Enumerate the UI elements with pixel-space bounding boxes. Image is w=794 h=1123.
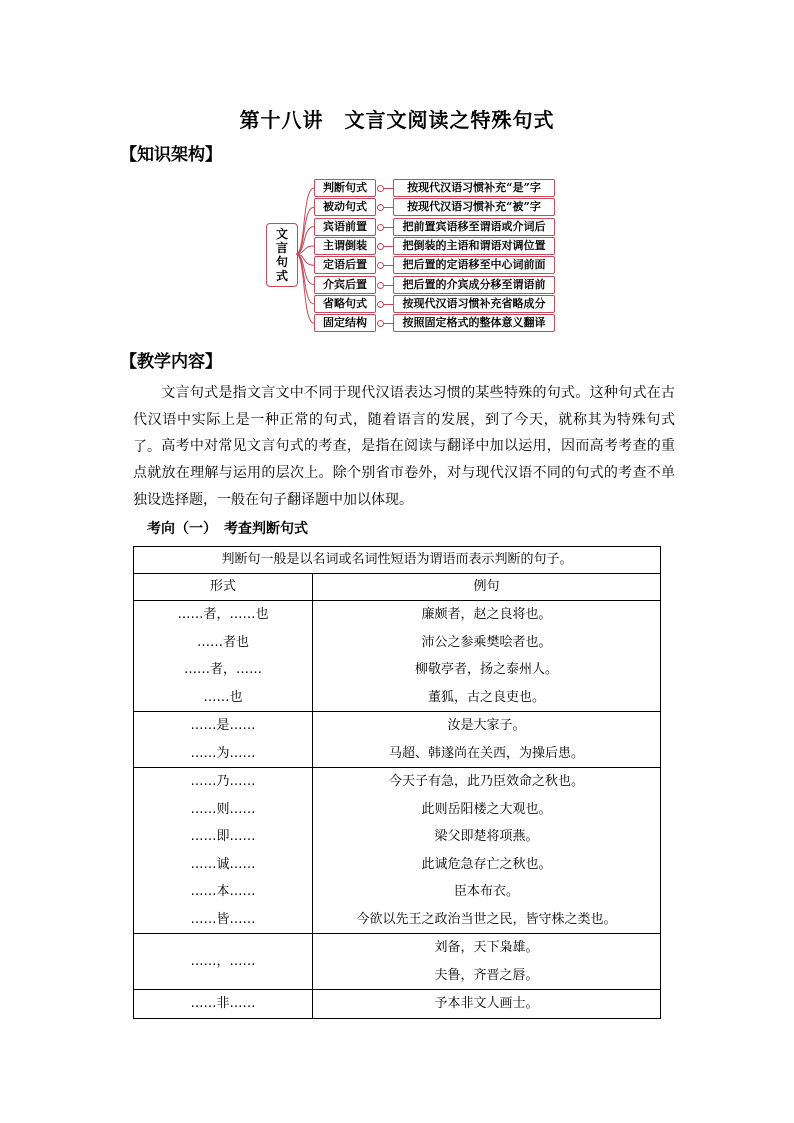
form-text: ……非……	[190, 996, 256, 1011]
form-cell	[134, 768, 313, 934]
form-cell	[134, 712, 313, 768]
mindmap-category: 定语后置	[314, 256, 376, 274]
header-form: 形式	[134, 574, 313, 601]
mindmap-connector-dot	[377, 204, 384, 211]
page-title: 第十八讲 文言文阅读之特殊句式	[239, 108, 555, 132]
mindmap-connector-line	[384, 246, 393, 247]
form-cell	[134, 601, 313, 712]
judgment-sentence-table	[133, 546, 661, 1019]
mindmap-branch-curve	[296, 254, 314, 285]
mindmap-branch-curve	[296, 188, 314, 254]
mindmap-bracket	[296, 175, 316, 337]
mindmap-category: 介宾后置	[314, 276, 376, 294]
teaching-heading: 【教学内容】	[120, 352, 222, 372]
form-text: ……乃……	[190, 774, 256, 789]
mindmap-root	[266, 223, 298, 287]
example-text: 汝是大家子。	[447, 718, 526, 733]
example-text: 廉颇者，赵之良将也。	[421, 607, 552, 622]
example-text: 沛公之参乘樊哙者也。	[421, 634, 552, 650]
header-example: 例句	[313, 574, 661, 601]
form-cell	[134, 990, 313, 1019]
mindmap-connector-line	[384, 265, 393, 266]
mindmap-connector-dot	[377, 282, 384, 289]
mindmap-connector-line	[384, 188, 393, 189]
mindmap-root-char: 句	[275, 255, 288, 269]
form-text: ……也	[203, 689, 243, 705]
example-cell	[313, 990, 661, 1019]
mindmap-branch-curve	[296, 254, 314, 323]
mindmap-root-char: 文	[275, 227, 288, 241]
example-text: 夫鲁，齐晋之唇。	[434, 967, 539, 983]
mindmap-rule: 把后置的定语移至中心词前面	[393, 256, 555, 274]
mindmap-rule: 按现代汉语习惯补充“是”字	[393, 179, 555, 197]
mindmap-category: 判断句式	[314, 179, 376, 197]
form-text: ……者，……	[183, 662, 262, 677]
example-text: 梁父即楚将项燕。	[434, 829, 539, 844]
table-header-row	[134, 574, 661, 601]
mindmap-connector-line	[384, 227, 393, 228]
table-group-row	[134, 934, 661, 990]
paragraph-text: 高考中对常见文言句式的考查，是指在阅读与翻译中加以运用，因而高考考查的重点就放在理解与运用的层次上。除个别省市卷外，对与现代汉语不同的句式的考查不单独设选择题，一般在句子翻译题中加以体现。	[133, 438, 675, 508]
mindmap-connector-dot	[377, 320, 384, 327]
mindmap-category: 固定结构	[314, 314, 376, 332]
mindmap-connector-dot	[377, 243, 384, 250]
mindmap-connector-line	[384, 207, 393, 208]
mindmap-rule: 按照固定格式的整体意义翻译	[393, 314, 555, 332]
form-cell	[134, 934, 313, 990]
mindmap-rule: 按现代汉语习惯补充省略成分	[393, 295, 555, 313]
mindmap-connector-line	[384, 323, 393, 324]
mindmap-connector-dot	[377, 185, 384, 192]
example-text: 臣本布衣。	[453, 884, 519, 899]
form-text: ……者，……也	[177, 607, 269, 622]
mindmap-connector-dot	[377, 301, 384, 308]
form-text: ……皆……	[190, 911, 256, 927]
table-caption: 判断句一般是以名词或名词性短语为谓语而表示判断的句子。	[134, 547, 661, 574]
example-text: 刘备，天下枭雄。	[434, 940, 539, 955]
mindmap-connector-dot	[377, 262, 384, 269]
form-text: ……则……	[190, 801, 256, 817]
mindmap-category: 省略句式	[314, 295, 376, 313]
paragraph-exam	[133, 433, 675, 514]
example-text: 此诚危急存亡之秋也。	[421, 856, 552, 872]
knowledge-heading: 【知识架构】	[120, 145, 222, 165]
mindmap-category: 主谓倒装	[314, 237, 376, 255]
example-cell	[313, 934, 661, 990]
example-text: 柳敬亭者，扬之泰州人。	[414, 662, 558, 677]
table-group-row	[134, 990, 661, 1019]
mindmap-connector-line	[384, 304, 393, 305]
example-text: 今欲以先王之政治当世之民，皆守株之类也。	[356, 911, 617, 927]
table-group-row	[134, 712, 661, 768]
mindmap-root-char: 式	[275, 269, 288, 283]
form-text: ……诚……	[190, 856, 256, 872]
form-text: ……本……	[190, 884, 256, 899]
form-text: ……为……	[190, 745, 256, 761]
mindmap-rule: 把后置的介宾成分移至谓语前	[393, 276, 555, 294]
mindmap-connector-line	[384, 285, 393, 286]
mindmap-category: 被动句式	[314, 198, 376, 216]
mindmap-connector-dot	[377, 224, 384, 231]
mindmap-rule: 把倒装的主语和谓语对调位置	[393, 237, 555, 255]
paragraph-text: 文言句式是指文言文中不同于现代汉语表达习惯的某些特殊的句式。这种句式在古代汉语中实际上是一种正常的句式，随着语言的发展，到了今天，就称其为特殊句式了。	[133, 385, 675, 455]
example-text: 马超、韩遂尚在关西，为操后患。	[388, 745, 584, 761]
table-group-row	[134, 601, 661, 712]
mindmap-category: 宾语前置	[314, 218, 376, 236]
example-text: 予本非文人画士。	[434, 996, 539, 1011]
example-cell	[313, 712, 661, 768]
table-group-row	[134, 768, 661, 934]
example-cell	[313, 768, 661, 934]
example-text: 今天子有急，此乃臣效命之秋也。	[388, 774, 584, 789]
form-text: ……是……	[190, 718, 256, 733]
subheading-judgment: 考向（一） 考查判断句式	[147, 521, 308, 537]
form-text: ……，……	[190, 953, 256, 969]
example-text: 董狐，古之良吏也。	[427, 689, 545, 705]
form-text: ……者也	[196, 634, 249, 650]
mindmap-root-char: 言	[275, 241, 288, 255]
mindmap-rule: 按现代汉语习惯补充“被”字	[393, 198, 555, 216]
table-caption-row	[134, 547, 661, 574]
example-text: 此则岳阳楼之大观也。	[421, 801, 552, 817]
form-text: ……即……	[190, 829, 256, 844]
example-cell	[313, 601, 661, 712]
knowledge-mindmap	[262, 175, 562, 337]
mindmap-rule: 把前置宾语移至谓语或介词后	[393, 218, 555, 236]
